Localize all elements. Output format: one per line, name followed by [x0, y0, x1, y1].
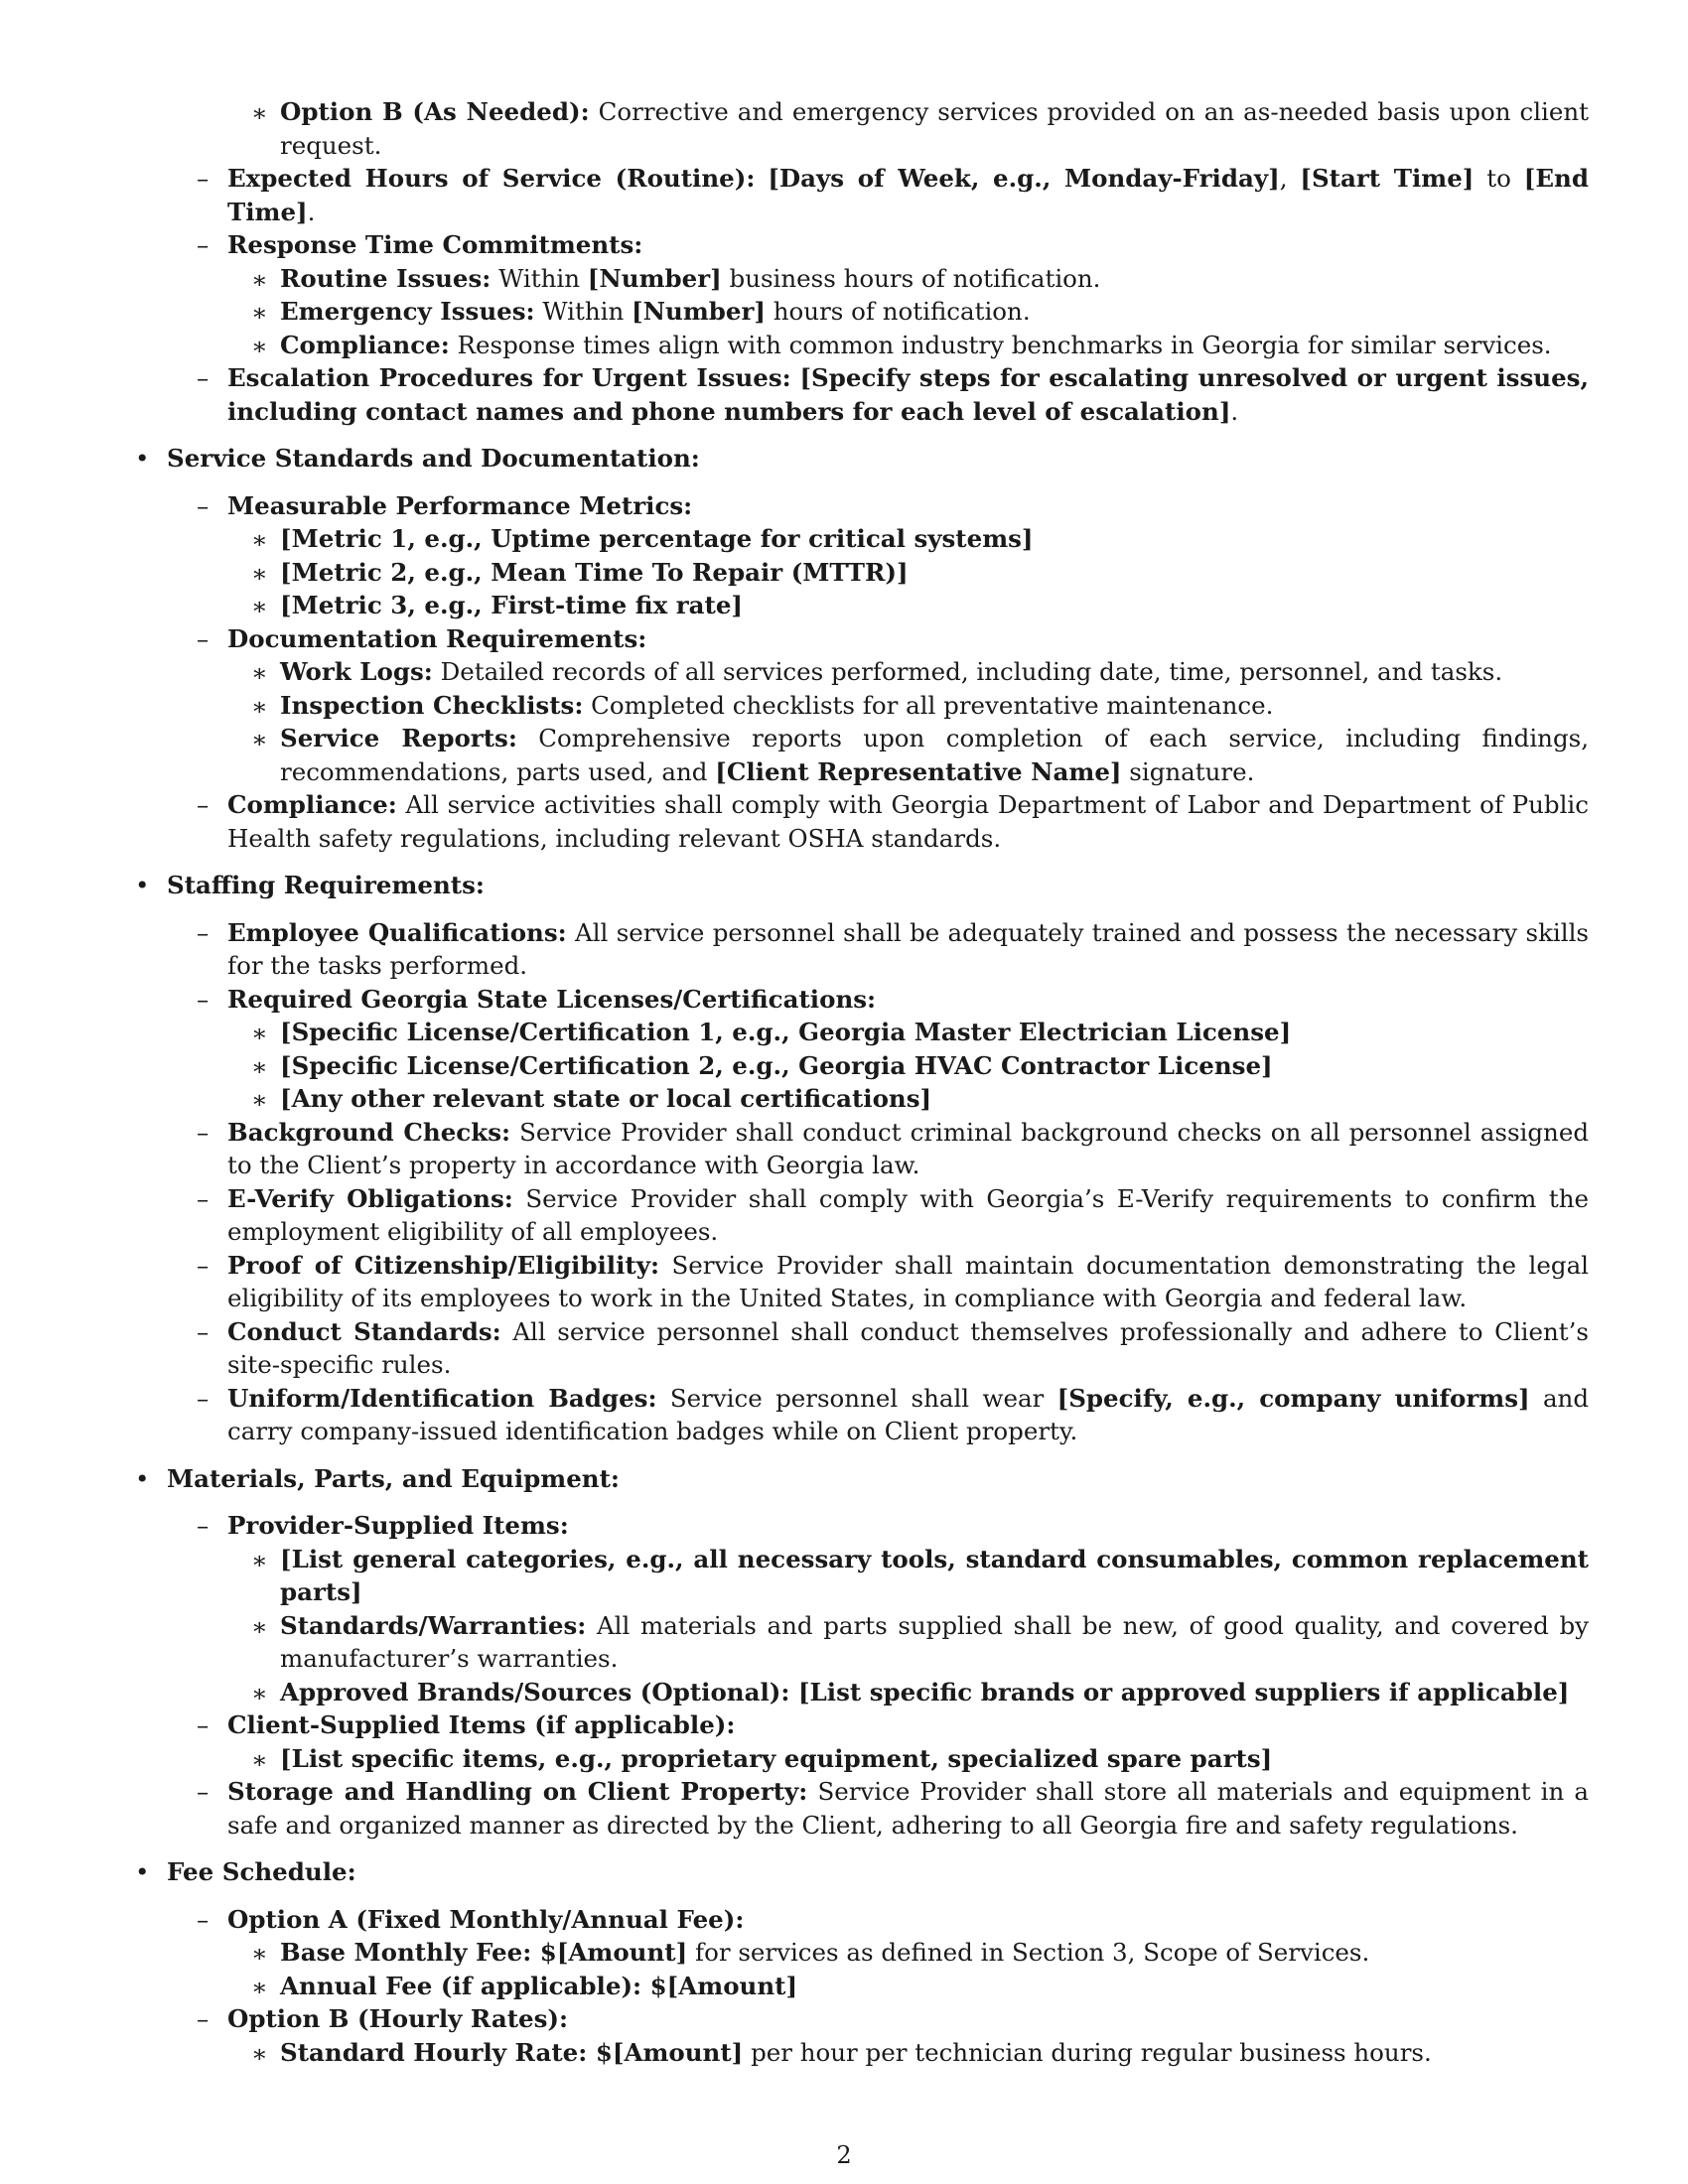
storage-label: Storage and Handling on Client Property:: [227, 1777, 808, 1806]
item-everify: [167, 1182, 1589, 1249]
metric-1-text: [Metric 1, e.g., Uptime percentage for critical systems]: [280, 524, 1034, 553]
hours-label: Expected Hours of Service (Routine):: [227, 164, 756, 193]
star-bullet: ∗: [251, 1744, 268, 1774]
routine-post: business hours of notification.: [721, 263, 1101, 293]
section-staffing: [129, 869, 1589, 1448]
item-documentation: [167, 622, 1589, 789]
item-option-a: [167, 1903, 1589, 2003]
background-text: Service Provider shall conduct criminal background checks on all personnel assigned to the Client’s property in accordance with Georgia law.: [227, 1117, 1590, 1179]
section-title: Service Standards and Documentation:: [167, 444, 700, 473]
inspection-text: Completed checklists for all preventative maintenance.: [591, 690, 1274, 720]
star-bullet: ∗: [251, 1678, 268, 1707]
item-option-b-as-needed: [227, 95, 1589, 162]
item-inspection: [227, 689, 1589, 723]
item-base-fee: [227, 1936, 1589, 1970]
client-label: Client-Supplied Items (if applicable):: [227, 1710, 736, 1739]
star-bullet: ∗: [251, 1051, 268, 1081]
license-2-text: [Specific License/Certification 2, e.g., Georgia HVAC Contractor License]: [280, 1050, 1273, 1080]
round-bullet: •: [135, 1857, 150, 1886]
proof-text: Service Provider shall maintain documentation demonstrating the legal eligibility of its employees to work in the United States, in compliance with Georgia and federal law.: [227, 1250, 1590, 1312]
section-title: Materials, Parts, and Equipment:: [167, 1463, 620, 1493]
item-routine-issues: [227, 262, 1589, 296]
brands-text: [List specific brands or approved suppliers if applicable]: [797, 1677, 1570, 1706]
item-emergency-issues: [227, 295, 1589, 329]
provider-list-text: [List general categories, e.g., all necessary tools, standard consumables, common replacement parts]: [280, 1544, 1589, 1606]
provider-label: Provider-Supplied Items:: [227, 1511, 569, 1540]
response-label: Response Time Commitments:: [227, 230, 643, 259]
dash-bullet: –: [197, 1904, 210, 1934]
continuation-items: [167, 95, 1589, 162]
star-bullet: ∗: [251, 658, 268, 687]
standards-label: Standards/Warranties:: [280, 1610, 587, 1640]
work-logs-label: Work Logs:: [280, 657, 433, 686]
reports-rep: [Client Representative Name]: [715, 756, 1122, 786]
hours-to: to: [1474, 164, 1524, 193]
dash-bullet: –: [197, 1710, 210, 1739]
metrics-label: Measurable Performance Metrics:: [227, 490, 693, 520]
item-metrics: [167, 489, 1589, 622]
annual-fee-label: Annual Fee (if applicable): $[Amount]: [280, 1971, 798, 2000]
metric-3: [227, 589, 1589, 622]
star-bullet: ∗: [251, 1972, 268, 2001]
brands-label: Approved Brands/Sources (Optional):: [280, 1677, 790, 1706]
item-service-reports: [227, 722, 1589, 788]
star-bullet: ∗: [251, 1085, 268, 1114]
item-background: [167, 1116, 1589, 1182]
ss-compliance-text: All service activities shall comply with Georgia Department of Labor and Department of Public Health safety regulations, including relevant OSHA standards.: [227, 790, 1589, 853]
star-bullet: ∗: [251, 725, 268, 753]
dash-bullet: –: [197, 984, 210, 1014]
response-compliance-label: Compliance:: [280, 330, 450, 359]
dash-bullet: –: [197, 1250, 210, 1280]
emergency-pre: Within: [542, 297, 633, 326]
star-bullet: ∗: [251, 1939, 268, 1968]
option-b-text: Corrective and emergency services provided on an as-needed basis upon client request.: [280, 97, 1590, 160]
item-option-b-hourly: [167, 2002, 1589, 2069]
section-title: Fee Schedule:: [167, 1857, 356, 1886]
option-b-hourly-label: Option B (Hourly Rates):: [227, 2004, 569, 2033]
item-escalation: [167, 361, 1589, 428]
conduct-label: Conduct Standards:: [227, 1316, 501, 1346]
star-bullet: ∗: [251, 592, 268, 620]
license-1: [227, 1016, 1589, 1049]
uniform-label: Uniform/Identification Badges:: [227, 1383, 657, 1413]
license-2: [227, 1049, 1589, 1083]
proof-label: Proof of Citizenship/Eligibility:: [227, 1250, 660, 1280]
page-number: 2: [836, 2141, 852, 2169]
item-qualifications: [167, 916, 1589, 983]
base-fee-text: for services as defined in Section 3, Scope of Services.: [687, 1938, 1370, 1967]
star-bullet: ∗: [251, 1611, 268, 1641]
dash-bullet: –: [197, 1383, 210, 1413]
star-bullet: ∗: [251, 98, 268, 127]
item-hourly-rate: [227, 2036, 1589, 2070]
escalation-text: [Specify steps for escalating unresolved or urgent issues, including contact names and phone numbers for each level of escalation]: [227, 363, 1589, 426]
dash-bullet: –: [197, 1777, 210, 1806]
item-client-supplied: [167, 1708, 1589, 1775]
section-service-standards: [129, 442, 1589, 855]
uniform-spec: [Specify, e.g., company uniforms]: [1056, 1383, 1530, 1413]
docs-label: Documentation Requirements:: [227, 623, 647, 653]
licenses-label: Required Georgia State Licenses/Certifications:: [227, 984, 877, 1014]
reports-text: Comprehensive reports upon completion of each service, including findings, recommendations, parts used, and: [280, 724, 1590, 786]
star-bullet: ∗: [251, 264, 268, 294]
client-list-text: [List specific items, e.g., proprietary equipment, specialized spare parts]: [280, 1743, 1273, 1773]
dash-bullet: –: [197, 1511, 210, 1540]
license-3-text: [Any other relevant state or local certifications]: [280, 1084, 932, 1113]
routine-pre: Within: [498, 263, 588, 293]
star-bullet: ∗: [251, 298, 268, 327]
option-b-label: Option B (As Needed):: [280, 97, 590, 126]
item-proof: [167, 1249, 1589, 1315]
item-conduct: [167, 1315, 1589, 1382]
ss-compliance-label: Compliance:: [227, 790, 397, 819]
dash-bullet: –: [197, 230, 210, 259]
section-materials: [129, 1462, 1589, 1843]
everify-text: Service Provider shall comply with Georgia’s E-Verify requirements to confirm the employment eligibility of all employees.: [227, 1183, 1589, 1246]
dash-bullet: –: [197, 164, 210, 193]
hourly-text: per hour per technician during regular business hours.: [743, 2037, 1432, 2067]
dash-bullet: –: [197, 490, 210, 520]
conduct-text: All service personnel shall conduct themselves professionally and adhere to Client’s site-specific rules.: [227, 1316, 1589, 1379]
qual-label: Employee Qualifications:: [227, 917, 567, 947]
document-body: [129, 95, 1589, 2069]
reports-label: Service Reports:: [280, 724, 517, 752]
license-3: [227, 1082, 1589, 1116]
inspection-label: Inspection Checklists:: [280, 690, 584, 720]
metric-3-text: [Metric 3, e.g., First-time fix rate]: [280, 591, 744, 619]
star-bullet: ∗: [251, 1545, 268, 1574]
dash-bullet: –: [197, 363, 210, 392]
item-expected-hours: [167, 162, 1589, 228]
item-uniform: [167, 1382, 1589, 1448]
metric-1: [227, 522, 1589, 556]
dash-bullet: –: [197, 1316, 210, 1346]
hours-separator: ,: [1279, 164, 1301, 193]
emergency-number: [Number]: [632, 297, 766, 326]
section-fees: [129, 1855, 1589, 2069]
response-compliance-text: Response times align with common industry benchmarks in Georgia for similar services.: [457, 330, 1552, 359]
item-storage: [167, 1775, 1589, 1842]
emergency-label: Emergency Issues:: [280, 297, 535, 326]
star-bullet: ∗: [251, 558, 268, 588]
hours-days: [Days of Week, e.g., Monday-Friday]: [768, 164, 1280, 193]
hourly-label: Standard Hourly Rate: $[Amount]: [280, 2037, 744, 2067]
background-label: Background Checks:: [227, 1117, 511, 1147]
star-bullet: ∗: [251, 2038, 268, 2068]
star-bullet: ∗: [251, 1019, 268, 1047]
metric-2-text: [Metric 2, e.g., Mean Time To Repair (MTTR)]: [280, 557, 909, 587]
hours-end-punct: .: [307, 197, 316, 226]
qual-text: All service personnel shall be adequately trained and possess the necessary skills for the tasks performed.: [227, 917, 1589, 980]
star-bullet: ∗: [251, 331, 268, 360]
item-response-compliance: [227, 329, 1589, 362]
base-fee-label: Base Monthly Fee: $[Amount]: [280, 1938, 688, 1967]
item-provider-list: [227, 1543, 1589, 1609]
dash-bullet: –: [197, 623, 210, 653]
license-1-text: [Specific License/Certification 1, e.g., Georgia Master Electrician License]: [280, 1018, 1292, 1046]
item-standards: [227, 1609, 1589, 1676]
reports-post: signature.: [1121, 756, 1255, 786]
dash-bullet: –: [197, 1117, 210, 1147]
dash-bullet: –: [197, 2004, 210, 2033]
item-provider-supplied: [167, 1509, 1589, 1708]
item-response-time: [167, 228, 1589, 361]
section-title: Staffing Requirements:: [167, 871, 485, 899]
option-a-label: Option A (Fixed Monthly/Annual Fee):: [227, 1904, 745, 1934]
item-ss-compliance: [167, 788, 1589, 855]
item-annual-fee: [227, 1970, 1589, 2003]
metric-2: [227, 556, 1589, 590]
item-brands: [227, 1676, 1589, 1709]
uniform-post: and carry company-issued identification badges while on Client property.: [227, 1383, 1590, 1445]
escalation-label: Escalation Procedures for Urgent Issues:: [227, 363, 791, 392]
work-logs-text: Detailed records of all services performed, including date, time, personnel, and tasks.: [440, 657, 1503, 686]
routine-number: [Number]: [587, 263, 722, 293]
hours-start: [Start Time]: [1300, 164, 1475, 193]
everify-label: E-Verify Obligations:: [227, 1183, 513, 1213]
round-bullet: •: [135, 871, 150, 899]
escalation-punct: .: [1230, 396, 1239, 426]
round-bullet: •: [135, 444, 150, 473]
emergency-post: hours of notification.: [765, 297, 1031, 326]
item-client-list: [227, 1742, 1589, 1776]
standards-text: All materials and parts supplied shall be new, of good quality, and covered by manufacturer’s warranties.: [280, 1610, 1589, 1673]
hours-end: [End Time]: [227, 164, 1589, 226]
dash-bullet: –: [197, 917, 210, 947]
star-bullet: ∗: [251, 525, 268, 554]
uniform-pre: Service personnel shall wear: [669, 1383, 1057, 1413]
routine-label: Routine Issues:: [280, 263, 492, 293]
dash-bullet: –: [197, 790, 210, 819]
star-bullet: ∗: [251, 691, 268, 721]
section-continuation: [129, 95, 1589, 428]
item-work-logs: [227, 655, 1589, 689]
item-licenses: [167, 983, 1589, 1116]
round-bullet: •: [135, 1463, 150, 1493]
dash-bullet: –: [197, 1183, 210, 1213]
storage-text: Service Provider shall store all materials and equipment in a safe and organized manner as directed by the Client, adhering to all Georgia fire and safety regulations.: [227, 1777, 1589, 1840]
